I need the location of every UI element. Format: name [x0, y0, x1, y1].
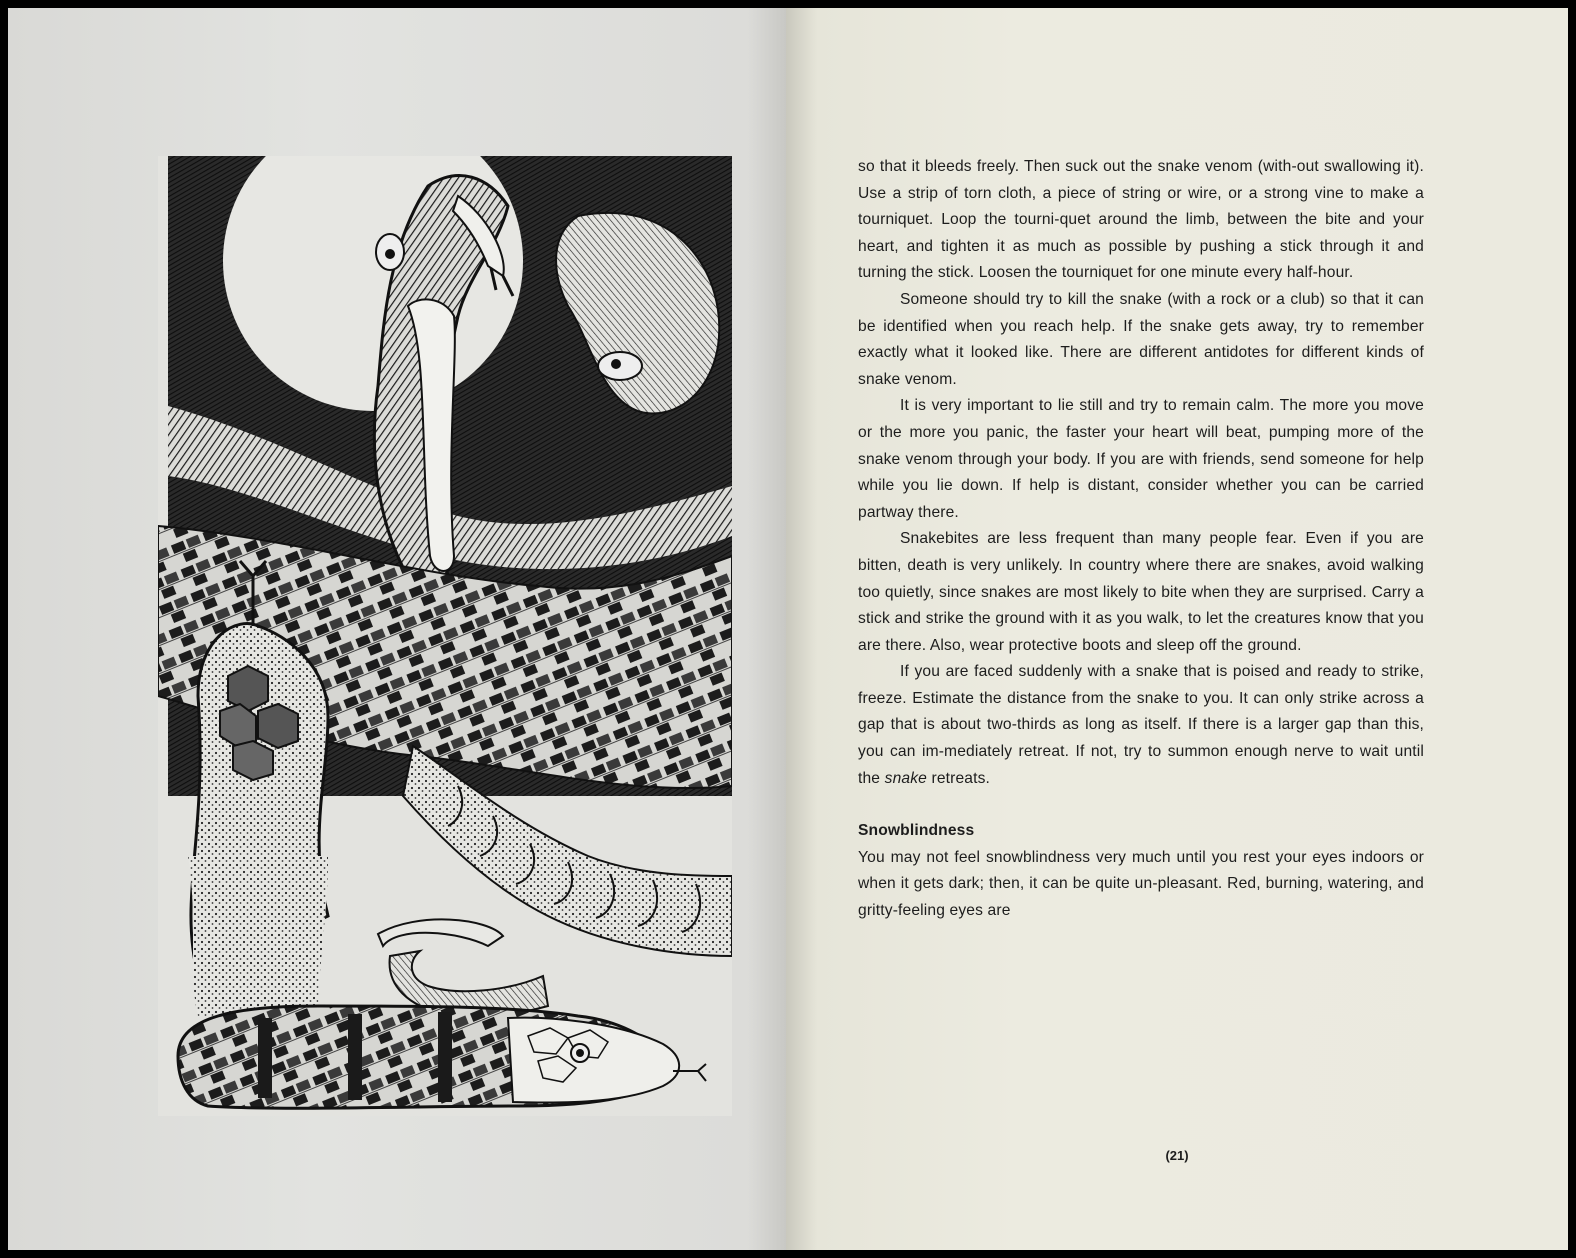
page-number: (21) — [1165, 1148, 1189, 1163]
snakes-illustration-icon — [158, 156, 732, 1116]
paragraph-continuation: so that it bleeds freely. Then suck out the snake venom (with-out swallowing it). Use a strip of torn cloth, a piece of string or wire, or a strong vine to make a tourniquet. Loop the tourni-quet around the limb, between the bite and your heart, and tighten it as much as possible by pushing a stick through it and turning the stick. Loosen the tourniquet for one minute every half-hour. — [858, 158, 1424, 282]
left-page — [8, 8, 786, 1250]
paragraph-text-end: retreats. — [927, 769, 991, 787]
paragraph-kill-snake: Someone should try to kill the snake (with a rock or a club) so that it can be identified when you reach help. If the snake gets away, try to remember exactly what it looked like. There are different antidotes for different kinds of snake venom. — [858, 290, 1424, 388]
book-spread — [8, 8, 1568, 1250]
right-page — [786, 8, 1568, 1250]
section-heading: Snowblindness — [858, 822, 975, 840]
body-text — [858, 154, 1424, 925]
italic-word: snake — [884, 769, 927, 787]
paragraph-faced-with-snake — [858, 659, 1424, 792]
paragraph-snakebites-frequency: Snakebites are less frequent than many people fear. Even if you are bitten, death is very unlikely. In country where there are snakes, avoid walking too quietly, since snakes are most likely to bite when they are surprised. Carry a stick and strike the ground with it as you walk, to let the creatures know that you are there. Also, wear protective boots and sleep off the ground. — [858, 530, 1424, 654]
paragraph-lie-still: It is very important to lie still and try to remain calm. The more you move or the more you panic, the faster your heart will beat, pumping more of the snake venom through your body. If you are with friends, send someone for help while you lie down. If help is distant, consider whether you can be carried partway there. — [858, 397, 1424, 521]
paragraph-snowblindness: You may not feel snowblindness very much until you rest your eyes indoors or when it gets dark; then, it can be quite un-pleasant. Red, burning, watering, and gritty-feeling eyes are — [858, 848, 1424, 920]
paragraph-text-start: If you are faced suddenly with a snake that is poised and ready to strike, freeze. Estimate the distance from the snake to you. It can only strike across a gap that is about two-thirds as long as itself. If there is a larger gap than this, you can im-mediately retreat. If not, try to summon enough nerve to wait until the — [858, 663, 1424, 787]
